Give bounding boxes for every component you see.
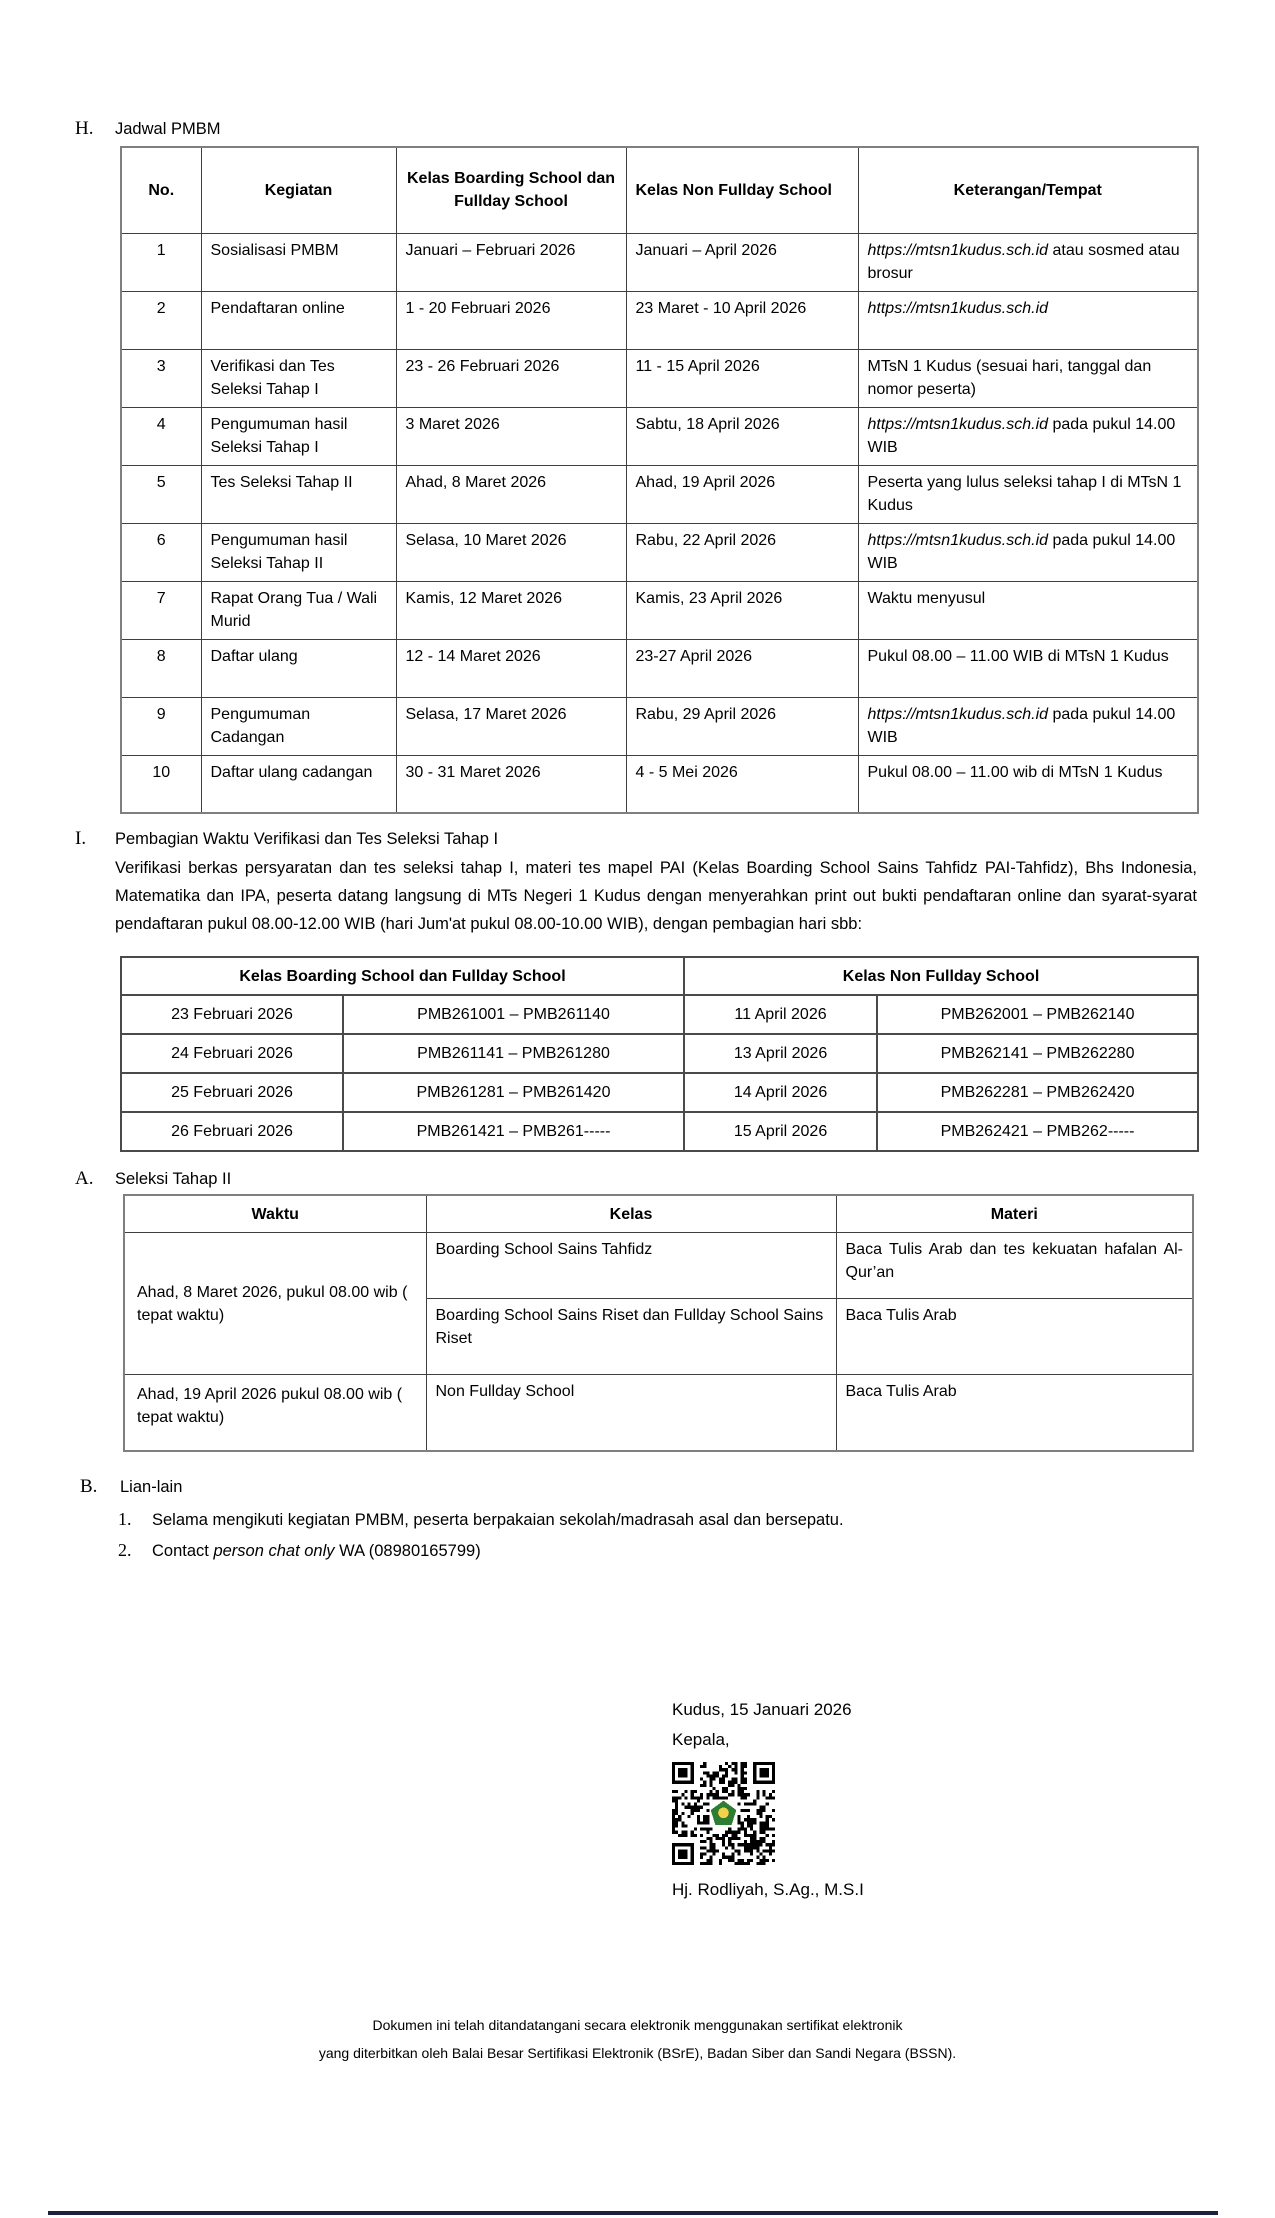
cell-no: 9 <box>121 697 201 755</box>
cell-materi: Baca Tulis Arab <box>836 1299 1193 1375</box>
cell-nonfullday: Januari – April 2026 <box>626 233 858 291</box>
cell-keterangan <box>858 639 1198 697</box>
cell-no: 10 <box>121 755 201 813</box>
cell-range: PMB261001 – PMB261140 <box>343 995 684 1034</box>
cell-boarding: 23 - 26 Februari 2026 <box>396 349 626 407</box>
group-header-nonfullday: Kelas Non Fullday School <box>684 957 1198 995</box>
cell-waktu: Ahad, 19 April 2026 pukul 08.00 wib ( tepat waktu) <box>124 1375 426 1451</box>
table-header-row <box>124 1195 1193 1233</box>
list-item-text <box>152 1536 481 1566</box>
footer-note <box>0 2011 1275 2067</box>
cell-kegiatan: Verifikasi dan Tes Seleksi Tahap I <box>201 349 396 407</box>
cell-boarding: 12 - 14 Maret 2026 <box>396 639 626 697</box>
table-row <box>121 581 1198 639</box>
header-nonfullday: Kelas Non Fullday School <box>626 147 858 233</box>
table-row <box>121 523 1198 581</box>
signature-role: Kepala, <box>672 1730 730 1749</box>
table-row <box>121 407 1198 465</box>
section-a-heading <box>75 1168 1275 1190</box>
section-a-marker: A. <box>75 1168 94 1189</box>
seleksi-tahap2-table <box>123 1194 1194 1452</box>
jadwal-pmbm-table <box>120 146 1199 814</box>
document-page <box>0 118 1275 2218</box>
cell-materi: Baca Tulis Arab <box>836 1375 1193 1451</box>
keterangan-text: Pukul 08.00 – 11.00 WIB di MTsN 1 Kudus <box>867 647 1169 665</box>
cell-waktu: Ahad, 8 Maret 2026, pukul 08.00 wib ( tepat waktu) <box>124 1233 426 1375</box>
cell-kegiatan: Pengumuman Cadangan <box>201 697 396 755</box>
contact-italic: person chat only <box>213 1541 335 1560</box>
cell-nonfullday: Rabu, 29 April 2026 <box>626 697 858 755</box>
section-i-title: Pembagian Waktu Verifikasi dan Tes Seleksi Tahap I <box>115 830 499 848</box>
signature-name: Hj. Rodliyah, S.Ag., M.S.I <box>672 1880 864 1899</box>
cell-keterangan <box>858 523 1198 581</box>
signature-block <box>672 1695 864 1905</box>
qr-code <box>672 1762 775 1865</box>
keterangan-text: pada pukul 14.00 WIB <box>867 705 1176 746</box>
cell-nonfullday: 23-27 April 2026 <box>626 639 858 697</box>
cell-boarding: Kamis, 12 Maret 2026 <box>396 581 626 639</box>
cell-kegiatan: Daftar ulang <box>201 639 396 697</box>
cell-no: 4 <box>121 407 201 465</box>
cell-keterangan <box>858 465 1198 523</box>
cell-materi: Baca Tulis Arab dan tes kekuatan hafalan Al-Qur’an <box>836 1233 1193 1299</box>
table-row <box>124 1375 1193 1451</box>
section-b-marker: B. <box>80 1475 98 1497</box>
cell-no: 7 <box>121 581 201 639</box>
table-row <box>121 233 1198 291</box>
section-i-paragraph: Verifikasi berkas persyaratan dan tes seleksi tahap I, materi tes mapel PAI (Kelas Boarding School Sains Tahfidz PAI-Tahfidz), Bhs Indonesia, Matematika dan IPA, peserta datang langsung di MTs Negeri 1 Kudus dengan menyerahkan print out bukti pendaftaran online dan syarat-syarat pendaftaran pukul 08.00-12.00 WIB (hari Jum'at pukul 08.00-10.00 WIB), dengan pembagian hari sbb: <box>115 859 1197 933</box>
cell-kegiatan: Rapat Orang Tua / Wali Murid <box>201 581 396 639</box>
table-row <box>121 1034 1198 1073</box>
cell-boarding: 30 - 31 Maret 2026 <box>396 755 626 813</box>
cell-nonfullday: Ahad, 19 April 2026 <box>626 465 858 523</box>
url-text: https://mtsn1kudus.sch.id <box>867 415 1049 433</box>
cell-kelas: Boarding School Sains Riset dan Fullday School Sains Riset <box>426 1299 836 1375</box>
cell-nonfullday: Kamis, 23 April 2026 <box>626 581 858 639</box>
cell-date: 15 April 2026 <box>684 1112 877 1151</box>
bottom-rule <box>48 2211 1218 2215</box>
keterangan-text: MTsN 1 Kudus (sesuai hari, tanggal dan nomor peserta) <box>867 357 1152 398</box>
table-row <box>121 1073 1198 1112</box>
table-row <box>121 639 1198 697</box>
cell-range: PMB262001 – PMB262140 <box>877 995 1198 1034</box>
cell-keterangan <box>858 407 1198 465</box>
cell-range: PMB261281 – PMB261420 <box>343 1073 684 1112</box>
table-row <box>121 465 1198 523</box>
table-row <box>121 755 1198 813</box>
url-text: https://mtsn1kudus.sch.id <box>867 299 1049 317</box>
section-i-marker: I. <box>75 828 87 849</box>
section-b-list <box>118 1504 1275 1566</box>
cell-keterangan <box>858 349 1198 407</box>
cell-kegiatan: Daftar ulang cadangan <box>201 755 396 813</box>
cell-no: 8 <box>121 639 201 697</box>
header-no: No. <box>121 147 201 233</box>
section-h-marker: H. <box>75 118 94 139</box>
cell-keterangan <box>858 291 1198 349</box>
section-b-title: Lian-lain <box>120 1477 183 1496</box>
table-row <box>121 995 1198 1034</box>
contact-prefix: Contact <box>152 1541 214 1560</box>
cell-date: 24 Februari 2026 <box>121 1034 343 1073</box>
table-header-row <box>121 957 1198 995</box>
keterangan-text: pada pukul 14.00 WIB <box>867 531 1176 572</box>
cell-nonfullday: 4 - 5 Mei 2026 <box>626 755 858 813</box>
cell-keterangan <box>858 581 1198 639</box>
section-b-heading <box>80 1476 1275 1498</box>
cell-date: 23 Februari 2026 <box>121 995 343 1034</box>
cell-boarding: 3 Maret 2026 <box>396 407 626 465</box>
cell-nonfullday: Rabu, 22 April 2026 <box>626 523 858 581</box>
table-row <box>121 1112 1198 1151</box>
cell-kegiatan: Pendaftaran online <box>201 291 396 349</box>
contact-suffix: WA (08980165799) <box>334 1541 481 1560</box>
cell-range: PMB262421 – PMB262----- <box>877 1112 1198 1151</box>
table-header-row <box>121 147 1198 233</box>
keterangan-text: atau sosmed atau brosur <box>867 241 1180 282</box>
header-materi: Materi <box>836 1195 1193 1233</box>
cell-no: 1 <box>121 233 201 291</box>
cell-keterangan <box>858 755 1198 813</box>
keterangan-text: Pukul 08.00 – 11.00 wib di MTsN 1 Kudus <box>867 763 1163 781</box>
list-item <box>118 1535 1275 1566</box>
cell-range: PMB262141 – PMB262280 <box>877 1034 1198 1073</box>
header-boarding: Kelas Boarding School dan Fullday School <box>396 147 626 233</box>
keterangan-text: pada pukul 14.00 WIB <box>867 415 1176 456</box>
list-item-text: Selama mengikuti kegiatan PMBM, peserta berpakaian sekolah/madrasah asal dan bersepatu. <box>152 1510 844 1529</box>
cell-no: 5 <box>121 465 201 523</box>
list-item <box>118 1504 1275 1535</box>
keterangan-text: Waktu menyusul <box>867 589 986 607</box>
signature-city-date: Kudus, 15 Januari 2026 <box>672 1700 852 1719</box>
header-waktu: Waktu <box>124 1195 426 1233</box>
cell-boarding: 1 - 20 Februari 2026 <box>396 291 626 349</box>
footer-line-1: Dokumen ini telah ditandatangani secara elektronik menggunakan sertifikat elektronik <box>372 2017 903 2033</box>
table-row <box>121 291 1198 349</box>
url-text: https://mtsn1kudus.sch.id <box>867 241 1049 259</box>
cell-no: 6 <box>121 523 201 581</box>
section-h-heading <box>75 118 1275 140</box>
cell-range: PMB262281 – PMB262420 <box>877 1073 1198 1112</box>
cell-boarding: Ahad, 8 Maret 2026 <box>396 465 626 523</box>
cell-date: 14 April 2026 <box>684 1073 877 1112</box>
group-header-boarding: Kelas Boarding School dan Fullday School <box>121 957 684 995</box>
header-kelas: Kelas <box>426 1195 836 1233</box>
cell-range: PMB261141 – PMB261280 <box>343 1034 684 1073</box>
cell-keterangan <box>858 697 1198 755</box>
list-number: 1. <box>118 1508 132 1529</box>
cell-no: 2 <box>121 291 201 349</box>
cell-kegiatan: Sosialisasi PMBM <box>201 233 396 291</box>
keterangan-text: Peserta yang lulus seleksi tahap I di MTsN 1 Kudus <box>867 473 1182 514</box>
list-number: 2. <box>118 1539 132 1560</box>
section-h-title: Jadwal PMBM <box>115 120 221 138</box>
table-row <box>121 697 1198 755</box>
pembagian-waktu-table <box>120 956 1199 1152</box>
cell-boarding: Selasa, 17 Maret 2026 <box>396 697 626 755</box>
table-row <box>124 1233 1193 1299</box>
cell-no: 3 <box>121 349 201 407</box>
cell-boarding: Selasa, 10 Maret 2026 <box>396 523 626 581</box>
cell-kelas: Boarding School Sains Tahfidz <box>426 1233 836 1299</box>
cell-date: 26 Februari 2026 <box>121 1112 343 1151</box>
table-row <box>121 349 1198 407</box>
header-kegiatan: Kegiatan <box>201 147 396 233</box>
url-text: https://mtsn1kudus.sch.id <box>867 705 1049 723</box>
cell-nonfullday: 23 Maret - 10 April 2026 <box>626 291 858 349</box>
cell-range: PMB261421 – PMB261----- <box>343 1112 684 1151</box>
section-a-title: Seleksi Tahap II <box>115 1170 232 1188</box>
cell-keterangan <box>858 233 1198 291</box>
cell-date: 25 Februari 2026 <box>121 1073 343 1112</box>
url-text: https://mtsn1kudus.sch.id <box>867 531 1049 549</box>
footer-line-2: yang diterbitkan oleh Balai Besar Sertifikasi Elektronik (BSrE), Badan Siber dan Sandi Negara (BSSN). <box>318 2045 957 2061</box>
cell-date: 11 April 2026 <box>684 995 877 1034</box>
header-keterangan: Keterangan/Tempat <box>858 147 1198 233</box>
cell-kelas: Non Fullday School <box>426 1375 836 1451</box>
cell-nonfullday: 11 - 15 April 2026 <box>626 349 858 407</box>
cell-kegiatan: Tes Seleksi Tahap II <box>201 465 396 523</box>
section-i-heading <box>75 828 1275 850</box>
cell-boarding: Januari – Februari 2026 <box>396 233 626 291</box>
cell-kegiatan: Pengumuman hasil Seleksi Tahap II <box>201 523 396 581</box>
cell-nonfullday: Sabtu, 18 April 2026 <box>626 407 858 465</box>
cell-kegiatan: Pengumuman hasil Seleksi Tahap I <box>201 407 396 465</box>
cell-date: 13 April 2026 <box>684 1034 877 1073</box>
